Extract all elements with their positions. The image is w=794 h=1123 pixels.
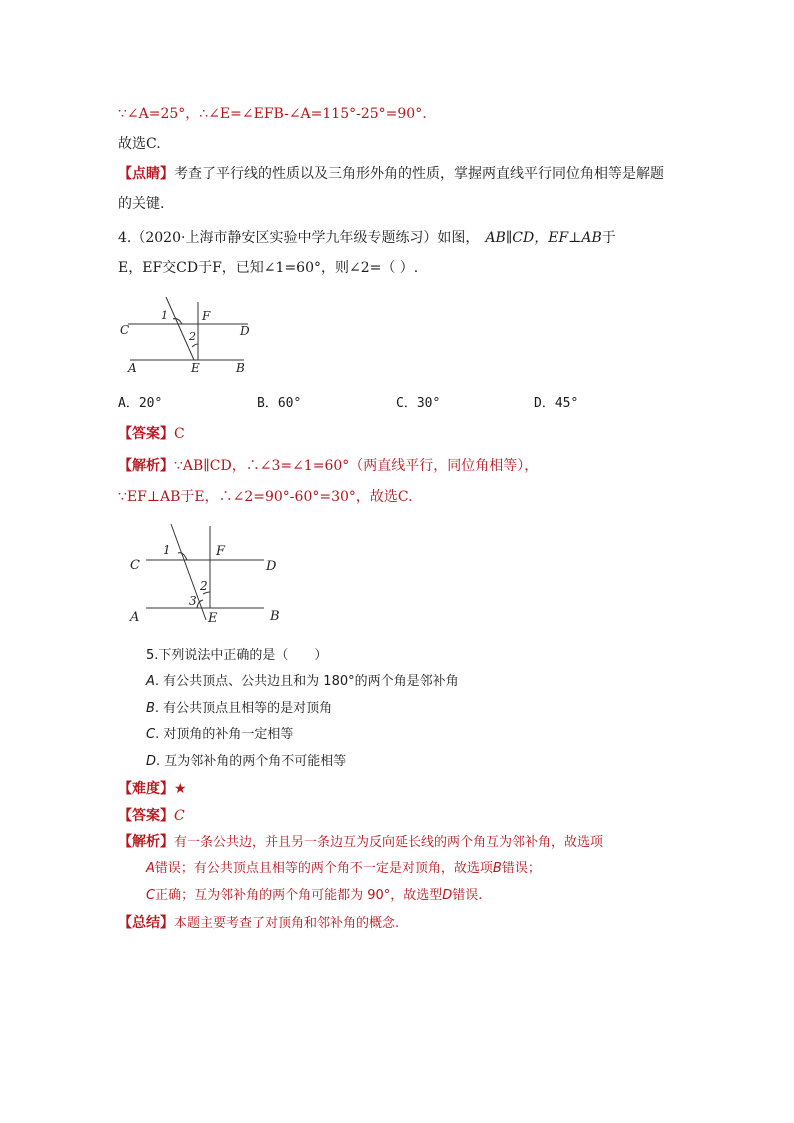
q5-analysis-text3: 正确；互为邻补角的两个角可能都为 90°，故选型	[155, 888, 443, 903]
q4-analysis-line2: ∵EF⊥AB于E，∴∠2=90°-60°=30°，故选C.	[118, 489, 413, 505]
comment-tag: 【点睛】	[118, 166, 174, 182]
label2-c: C	[130, 558, 140, 573]
q4-answer-tag: 【答案】	[118, 426, 174, 442]
transversal	[166, 297, 194, 360]
q4-option-a: A．20°	[118, 396, 163, 411]
label2-e: E	[208, 611, 218, 626]
q5-analysis-tag: 【解析】	[118, 834, 174, 850]
q5-option-c	[146, 725, 293, 745]
prev-comment-line2: 的关键.	[118, 196, 165, 212]
q4-analysis-tag: 【解析】	[118, 458, 174, 474]
label2-angle1: 1	[163, 543, 171, 557]
q4-statement-line2: E，EF交CD于F，已知∠1=60°，则∠2=（ ）.	[118, 260, 419, 276]
label2-d: D	[266, 559, 277, 574]
q4-answer: C	[174, 426, 185, 442]
q5-title: 5.下列说法中正确的是（ ）	[146, 648, 328, 663]
q5-analysis-line1	[118, 832, 603, 853]
q4-answer-line	[118, 424, 185, 444]
q4-analysis-figure	[124, 522, 284, 628]
label-b: B	[236, 361, 245, 375]
q5-analysis-option-a: A	[146, 861, 155, 876]
q5-analysis-text2: 错误；有公共顶点且相等的两个角不一定是对顶角，故选项	[154, 861, 493, 876]
q5-analysis-option-d: D	[442, 888, 453, 903]
label2-a: A	[130, 610, 140, 625]
q5-difficulty	[118, 779, 187, 799]
label-a: A	[128, 361, 137, 375]
q4-option-d: D．45°	[534, 396, 579, 411]
angle2-arc	[192, 344, 198, 347]
label-angle2: 2	[189, 330, 196, 343]
q5-option-d-text: . 互为邻补角的两个角不可能相等	[156, 754, 347, 769]
q5-analysis-text2-end: 错误；	[501, 861, 541, 876]
label-e: E	[191, 361, 200, 375]
q5-option-a-text: . 有公共顶点、公共边且和为 180°的两个角是邻补角	[154, 674, 459, 689]
q5-option-a-letter: A	[146, 674, 155, 689]
q5-answer-tag: 【答案】	[118, 808, 174, 824]
q5-analysis-option-c: C	[146, 888, 156, 903]
q4-analysis-text1: ∵AB∥CD，∴∠3=∠1=60°（两直线平行，同位角相等），	[174, 458, 539, 474]
q4-condition: AB∥CD，EF⊥AB	[485, 230, 602, 246]
prev-comment-line1	[118, 164, 664, 184]
q4-figure	[118, 292, 258, 382]
q4-source: （2020·上海市静安区实验中学九年级专题练习）如图，	[131, 230, 480, 246]
q4-option-b: B．60°	[257, 396, 302, 411]
q5-option-d-letter: D	[146, 754, 157, 769]
q5-option-c-letter: C	[146, 727, 156, 742]
q5-option-b-letter: B	[146, 701, 155, 716]
q5-analysis-text3-end: 错误.	[452, 888, 483, 903]
prev-solution-choice: 故选C.	[118, 136, 161, 152]
q4-option-c: C．30°	[396, 396, 441, 411]
label2-f: F	[216, 544, 226, 559]
q5-option-b-text: . 有公共顶点且相等的是对顶角	[154, 701, 333, 716]
q5-answer-line	[118, 806, 185, 826]
label2-angle2: 2	[200, 579, 208, 593]
q5-option-c-text: . 对顶角的补角一定相等	[155, 727, 294, 742]
q5-summary-tag: 【总结】	[118, 915, 174, 931]
q5-analysis-option-b: B	[492, 861, 502, 876]
q5-answer: C	[174, 808, 185, 824]
q5-option-b	[146, 699, 332, 719]
label-angle1: 1	[161, 309, 168, 322]
q4-analysis-line1	[118, 456, 538, 476]
label2-angle3: 3	[189, 594, 197, 608]
q5-summary	[118, 913, 399, 934]
q5-summary-text: 本题主要考查了对顶角和邻补角的概念.	[174, 916, 400, 931]
q5-analysis-line3	[146, 886, 482, 906]
star-icon: ★	[174, 781, 187, 797]
label-c: C	[120, 323, 130, 337]
q5-analysis-text1: 有一条公共边，并且另一条边互为反向延长线的两个角互为邻补角，故选项	[174, 835, 604, 850]
q4-statement-line1	[118, 228, 616, 248]
q5-option-d	[146, 752, 346, 772]
q5-difficulty-tag: 【难度】	[118, 781, 174, 797]
q5-option-a	[146, 672, 459, 692]
label-d: D	[240, 324, 250, 338]
comment-text-1: 考查了平行线的性质以及三角形外角的性质，掌握两直线平行同位角相等是解题	[174, 166, 664, 182]
label2-b: B	[270, 609, 280, 624]
q4-number: 4.	[118, 230, 132, 246]
label-f: F	[202, 309, 211, 323]
q4-end1: 于	[601, 230, 616, 246]
prev-solution-line: ∵∠A=25°，∴∠E=∠EFB-∠A=115°-25°=90°.	[118, 106, 427, 122]
q5-analysis-line2	[146, 859, 541, 879]
